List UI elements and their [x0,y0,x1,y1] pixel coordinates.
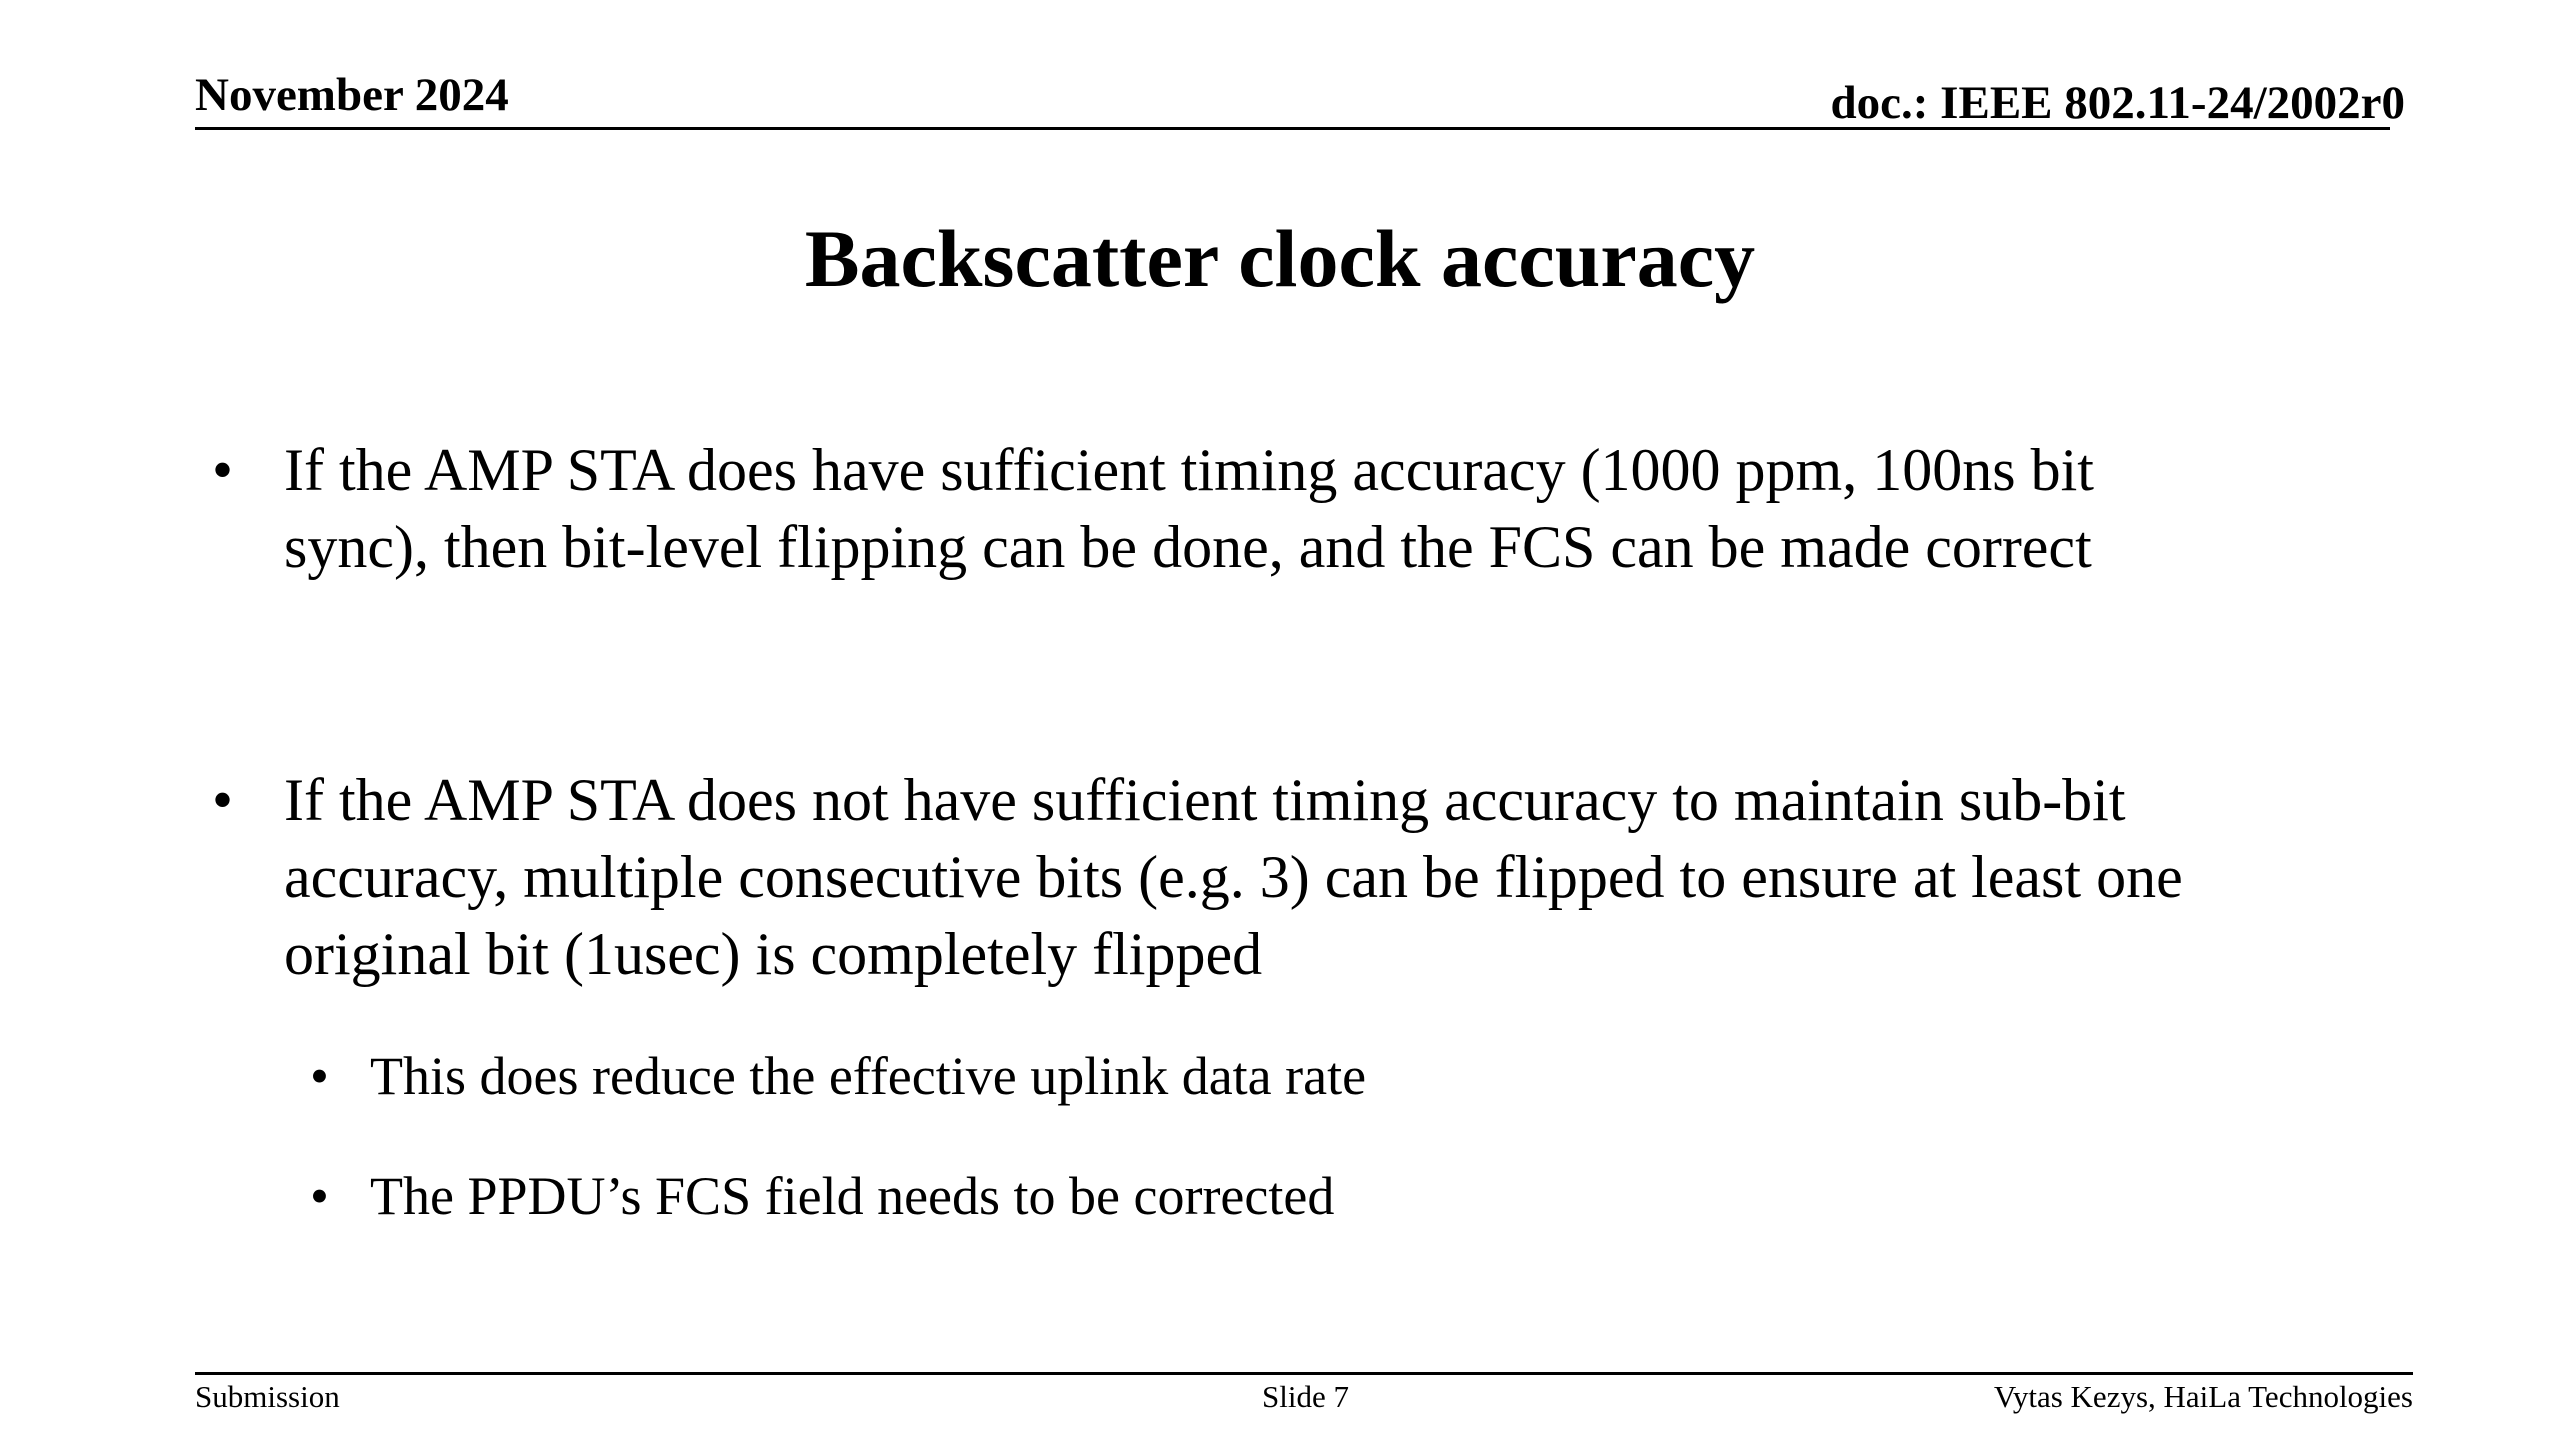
sub-bullet-item [310,1162,2110,1232]
bullet-line: original bit (1usec) is completely flipped [284,921,1263,987]
header-date: November 2024 [195,69,509,121]
bullet-text [284,762,2183,993]
bullet-item [212,432,2372,592]
bullet-text [284,432,2094,586]
bullet-line: sync), then bit-level flipping can be done, and the FCS can be made correct [284,514,2092,580]
bullet-line: If the AMP STA does have sufficient timing accuracy (1000 ppm, 100ns bit [284,437,2094,503]
footer-divider [195,1372,2413,1375]
footer-author: Vytas Kezys, HaiLa Technologies [1993,1379,2413,1414]
header-divider [195,127,2390,130]
bullet-marker: • [212,767,234,833]
footer-submission: Submission [195,1379,340,1414]
sub-bullet-text: The PPDU’s FCS field needs to be corrected [370,1166,1335,1226]
bullet-line: accuracy, multiple consecutive bits (e.g. 3) can be flipped to ensure at least one [284,844,2183,910]
sub-bullet-text: This does reduce the effective uplink data rate [370,1046,1367,1106]
slide-title: Backscatter clock accuracy [804,213,1756,304]
header-doc-id: doc.: IEEE 802.11-24/2002r0 [1830,77,2405,129]
bullet-line: If the AMP STA does not have sufficient timing accuracy to maintain sub-bit [284,767,2126,833]
sub-bullet-marker: • [310,1046,329,1106]
sub-bullet-marker: • [310,1166,329,1226]
bullet-item [212,762,2372,1002]
sub-bullet-item [310,1042,2110,1112]
footer-slide-number: Slide 7 [1262,1379,1349,1414]
bullet-marker: • [212,437,234,503]
